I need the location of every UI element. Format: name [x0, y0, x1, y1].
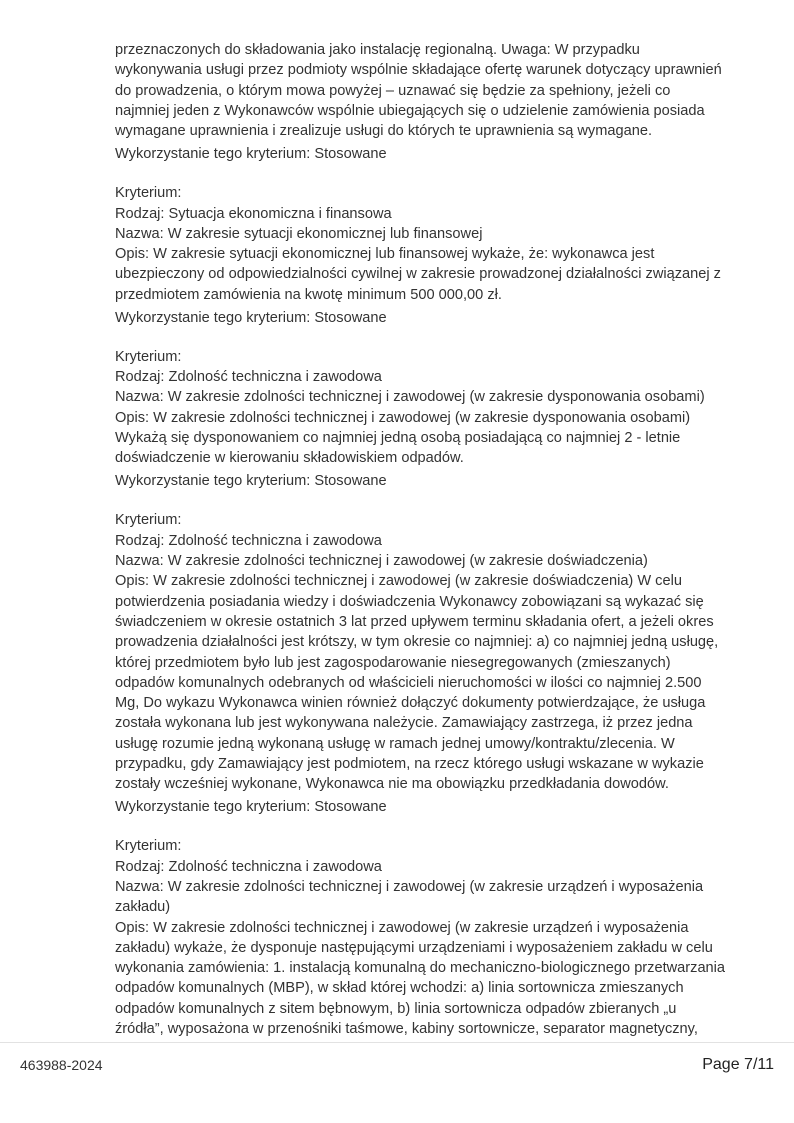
criterion-usage: Wykorzystanie tego kryterium: Stosowane	[115, 309, 387, 326]
text-line: zakładu)	[115, 899, 171, 916]
text-line: Rodzaj: Zdolność techniczna i zawodowa	[115, 858, 382, 875]
text-line: do prowadzenia, o którym mowa powyżej – uznawać się będzie za spełniony, jeżeli co	[115, 82, 671, 99]
text-line: Kryterium:	[115, 838, 182, 855]
criterion-usage: Wykorzystanie tego kryterium: Stosowane	[115, 799, 387, 816]
text-line: odpadów komunalnych odebranych od właścicieli nieruchomości w ilości co najmniej 2.500	[115, 674, 702, 691]
text-line: której przedmiotem było lub jest zagospodarowanie niesegregowanych (zmieszanych)	[115, 654, 671, 671]
text-line: Opis: W zakresie zdolności technicznej i zawodowej (w zakresie doświadczenia) W celu	[115, 573, 682, 590]
text-line: została wykonana lub jest wykonywana należycie. Zamawiający zastrzega, iż przez jedna	[115, 715, 693, 732]
text-line: świadczeniem w okresie ostatnich 3 lat przed upływem terminu składania ofert, a jeżeli okres	[115, 613, 714, 630]
text-line: odpadów komunalnych (MBP), w skład której wchodzi: a) linia sortownicza zmieszanych	[115, 980, 684, 997]
text-line: źródła”, wyposażona w przenośniki taśmowe, kabiny sortownicze, separator magnetyczny,	[115, 1021, 698, 1038]
text-line: przypadku, gdy Zamawiający jest podmiotem, na rzecz którego usługi wskazane w wykazie	[115, 756, 704, 772]
criterion-block	[115, 510, 775, 817]
text-line: Rodzaj: Zdolność techniczna i zawodowa	[115, 532, 382, 549]
text-line: Nazwa: W zakresie zdolności technicznej i zawodowej (w zakresie dysponowania osobami)	[115, 389, 705, 406]
text-line: zakładu) wykaże, że dysponuje następującymi urządzeniami i wyposażeniem zakładu w celu	[115, 939, 713, 956]
footer-divider	[0, 1042, 794, 1043]
text-line: odpadów komunalnych z sitem bębnowym, b) linia sortownicza odpadów zbieranych „u	[115, 1000, 677, 1017]
text-line: prowadzenia działalności jest krótszy, w tym okresie co najmniej: a) co najmniej jedną usługę,	[115, 634, 719, 651]
text-line: Nazwa: W zakresie zdolności technicznej i zawodowej (w zakresie urządzeń i wyposażenia	[115, 878, 704, 895]
text-line: usługę rozumie jedną wykonaną usługę w ramach jednej umowy/kontraktu/zlecenia. W	[115, 735, 675, 752]
text-line: Opis: W zakresie sytuacji ekonomicznej lub finansowej wykaże, że: wykonawca jest	[115, 246, 655, 263]
criterion-block	[115, 183, 775, 328]
criterion-usage: Wykorzystanie tego kryterium: Stosowane	[115, 473, 387, 490]
text-line: zostały wcześniej wykonane, Wykonawca nie ma obowiązku przedkładania dowodów.	[115, 776, 669, 793]
text-line: przedmiotem zamówienia na kwotę minimum 500 000,00 zł.	[115, 286, 502, 303]
text-line: Wykażą się dysponowaniem co najmniej jedną osobą posiadającą co najmniej 2 - letnie	[115, 430, 681, 447]
text-line: ubezpieczony od odpowiedzialności cywilnej w zakresie prowadzonej działalności związanej z	[115, 266, 721, 283]
text-line: najmniej jeden z Wykonawców wspólnie ubiegających się o udzielenie zamówienia posiada	[115, 102, 705, 119]
text-line: wykonywania usługi przez podmioty wspólnie składające ofertę warunek dotyczący uprawnień	[115, 62, 722, 79]
document-id: 463988-2024	[20, 1057, 103, 1073]
text-line: doświadczenie w kierowaniu składowiskiem odpadów.	[115, 450, 464, 467]
text-line: Kryterium:	[115, 512, 182, 529]
text-line: Mg, Do wykazu Wykonawca winien również dołączyć dokumenty potwierdzające, że usługa	[115, 695, 706, 712]
text-line: Rodzaj: Zdolność techniczna i zawodowa	[115, 369, 382, 386]
continued-paragraph	[115, 40, 775, 164]
text-line: Opis: W zakresie zdolności technicznej i zawodowej (w zakresie dysponowania osobami)	[115, 409, 691, 426]
text-line: potwierdzenia posiadania wiedzy i doświadczenia Wykonawcy zobowiązani są wykazać się	[115, 593, 704, 610]
text-line: Kryterium:	[115, 348, 182, 365]
text-line: wykonania zamówienia: 1. instalacją komunalną do mechaniczno-biologicznego przetwarzania	[115, 960, 726, 977]
text-line: wymagane uprawnienia i zrealizuje usługi do których te uprawnienia są wymagane.	[115, 123, 653, 140]
text-line: przeznaczonych do składowania jako instalację regionalną. Uwaga: W przypadku	[115, 42, 640, 58]
page-number: Page 7/11	[702, 1056, 774, 1073]
text-line: Rodzaj: Sytuacja ekonomiczna i finansowa	[115, 205, 392, 222]
criterion-block	[115, 836, 775, 1039]
criterion-block	[115, 347, 775, 492]
text-line: Kryterium:	[115, 185, 182, 202]
document-body	[115, 40, 775, 1058]
criterion-usage: Wykorzystanie tego kryterium: Stosowane	[115, 145, 387, 162]
text-line: Opis: W zakresie zdolności technicznej i zawodowej (w zakresie urządzeń i wyposażenia	[115, 919, 689, 936]
text-line: Nazwa: W zakresie zdolności technicznej i zawodowej (w zakresie doświadczenia)	[115, 553, 648, 570]
text-line: Nazwa: W zakresie sytuacji ekonomicznej lub finansowej	[115, 225, 483, 242]
